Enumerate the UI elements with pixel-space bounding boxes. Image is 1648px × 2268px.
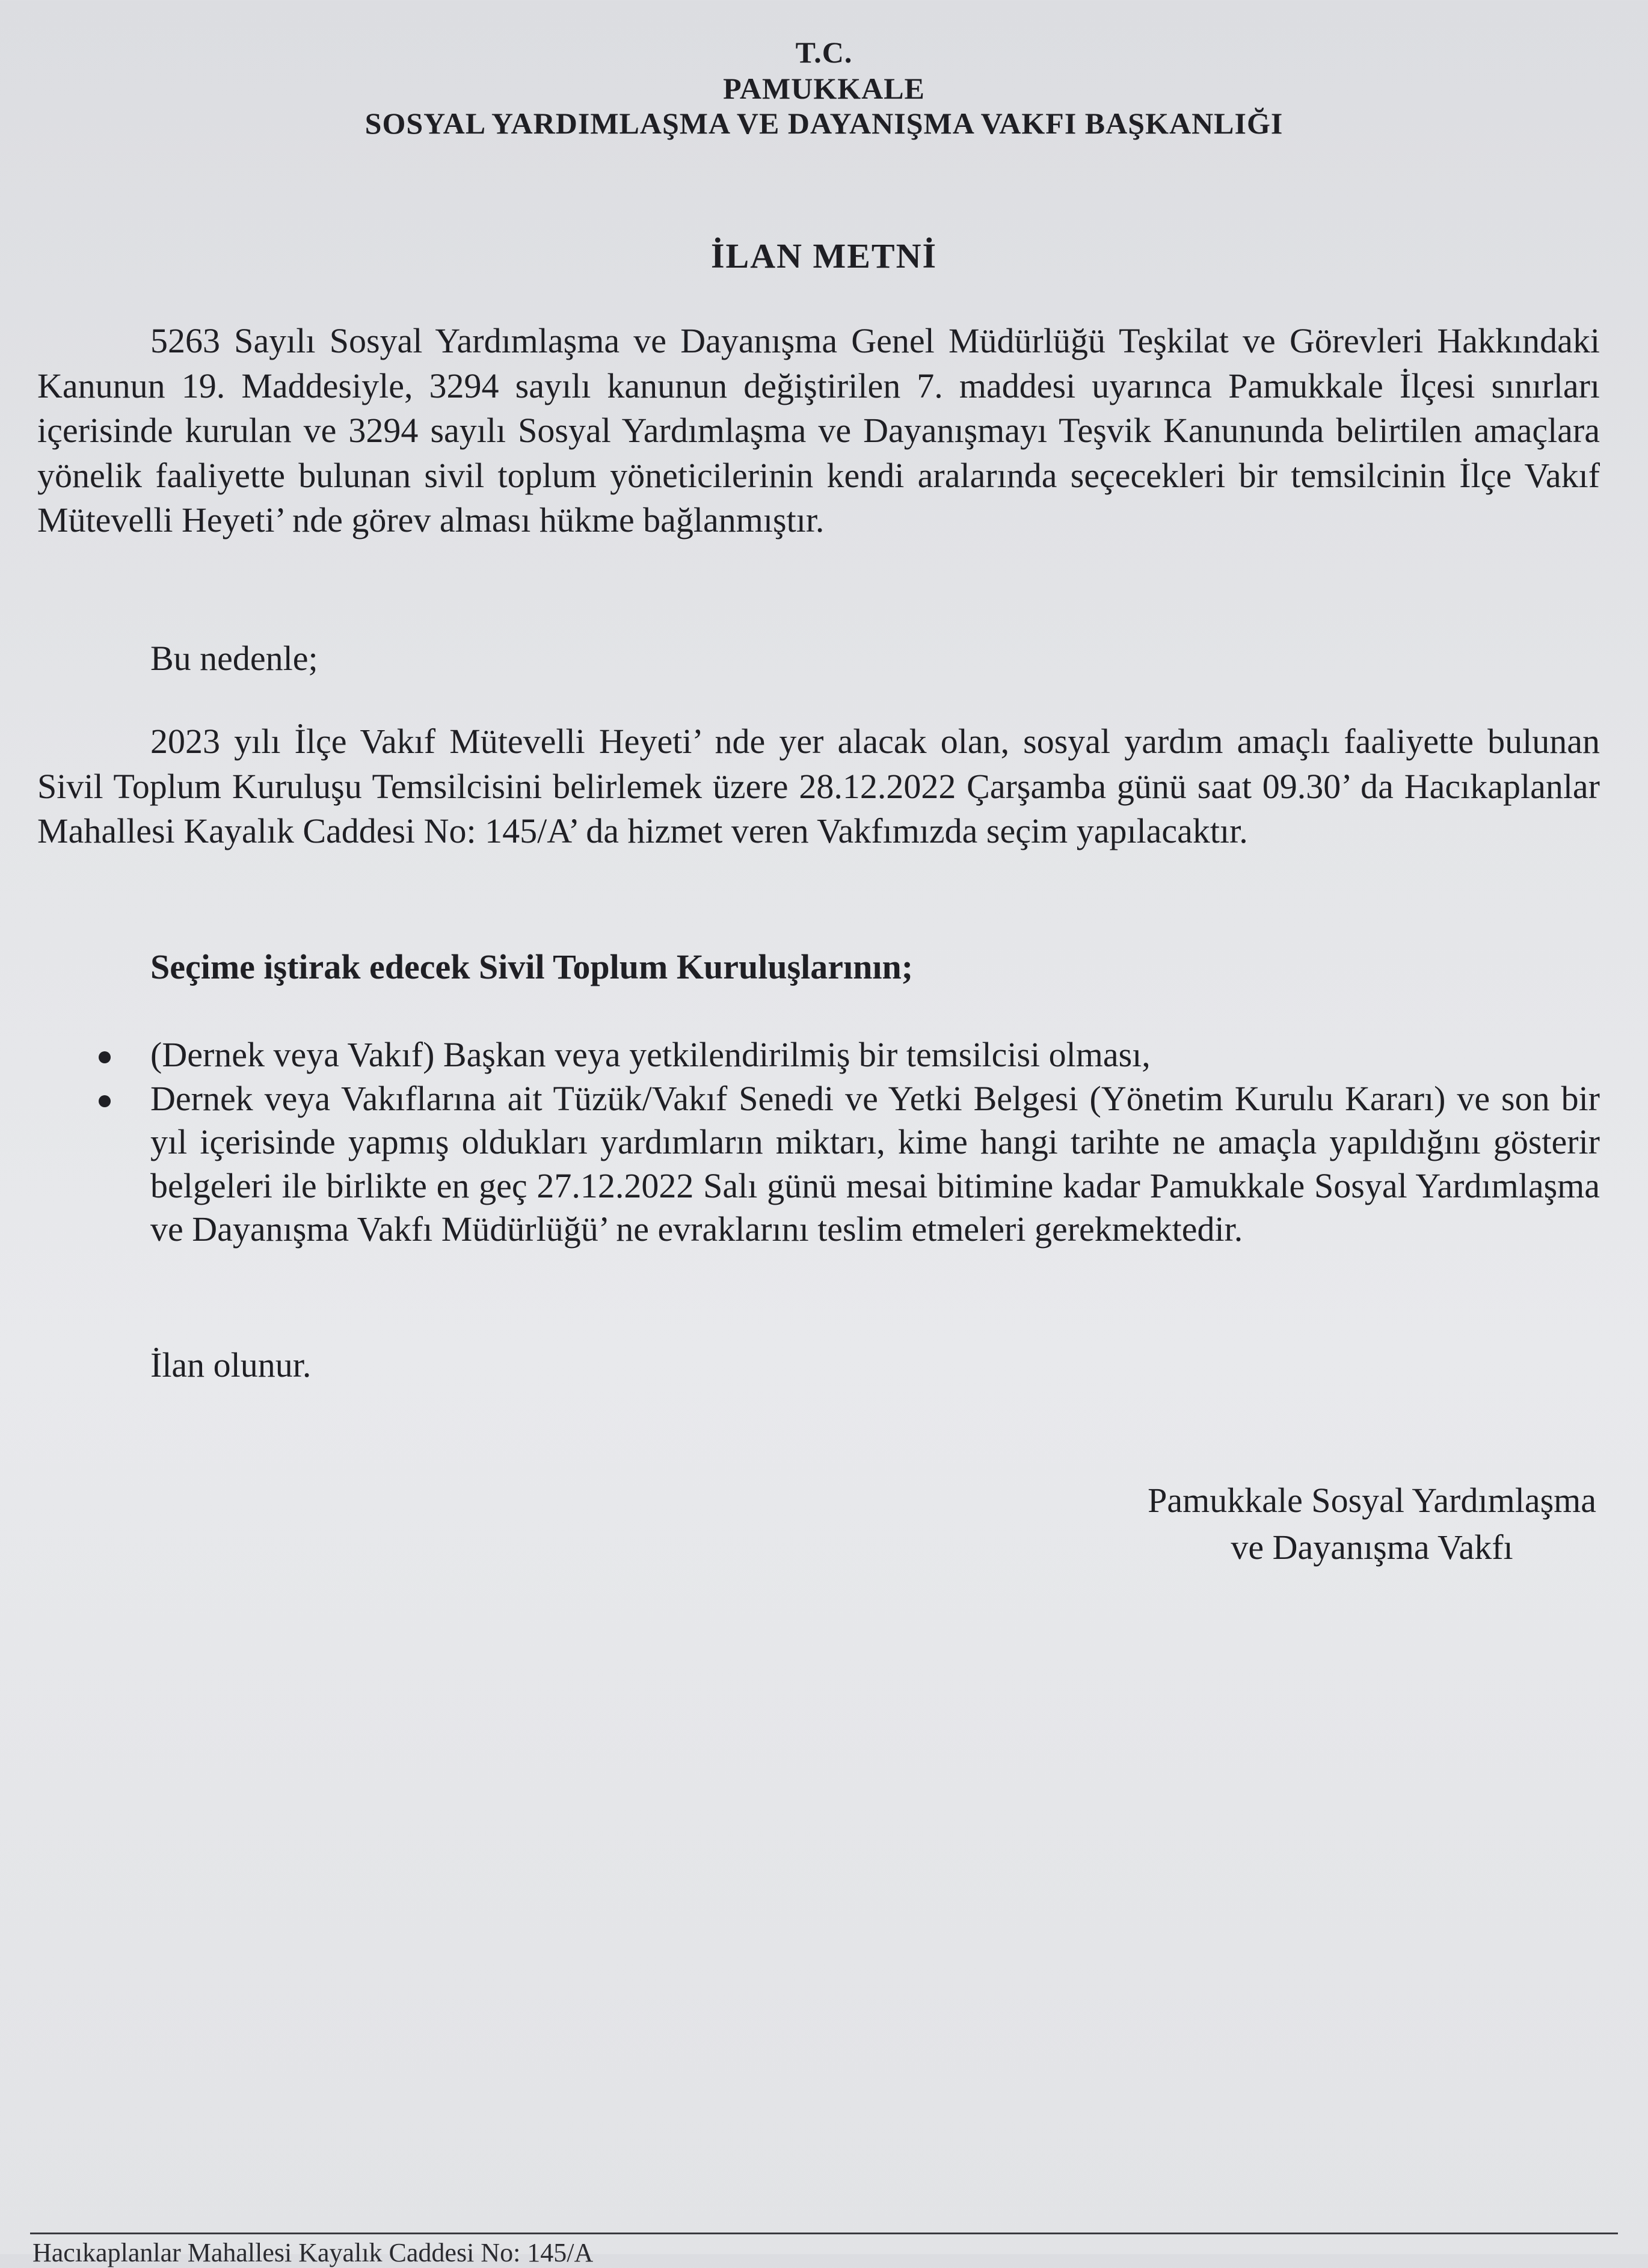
bullet-icon — [99, 1095, 111, 1107]
header-tc: T.C. — [795, 35, 853, 69]
footer-address: Hacıkaplanlar Mahallesi Kayalık Caddesi No: 145/A — [32, 2238, 594, 2267]
requirements-list — [90, 1033, 1600, 1252]
list-item — [90, 1077, 1600, 1252]
paragraph-therefore: Bu nedenle; — [150, 639, 318, 678]
requirements-heading: Seçime iştirak edecek Sivil Toplum Kuruluşlarının; — [150, 947, 914, 986]
signature-block — [1148, 1477, 1596, 1571]
list-item-text: Dernek veya Vakıflarına ait Tüzük/Vakıf Senedi ve Yetki Belgesi (Yönetim Kurulu Kararı) ve son bir yıl içerisinde yapmış oldukları yardımların miktarı, kime hangi tarihte ne amaçla yapıldığını gösterir belgeleri ile birlikte en geç 27.12.2022 Salı günü mesai bitimine kadar Pamukkale Sosyal Yardımlaşma ve Dayanışma Vakfı Müdürlüğü’ ne evraklarını teslim etmeleri gerekmektedir. — [150, 1078, 1600, 1249]
list-item — [90, 1033, 1600, 1077]
closing-statement: İlan olunur. — [150, 1345, 312, 1384]
footer-divider — [30, 2233, 1618, 2234]
signature-line-1: Pamukkale Sosyal Yardımlaşma — [1148, 1481, 1596, 1520]
bullet-icon — [99, 1051, 111, 1063]
header-department: SOSYAL YARDIMLAŞMA VE DAYANIŞMA VAKFI BAŞKANLIĞI — [364, 106, 1284, 140]
header-organization: PAMUKKALE — [723, 72, 925, 105]
paragraph-legal-basis: 5263 Sayılı Sosyal Yardımlaşma ve Dayanışma Genel Müdürlüğü Teşkilat ve Görevleri Hakkındaki Kanunun 19. Maddesiyle, 3294 sayılı kanunun değiştirilen 7. maddesi uyarınca Pamukkale İlçesi sınırları içerisinde kurulan ve 3294 sayılı Sosyal Yardımlaşma ve Dayanışmayı Teşvik Kanununda belirtilen amaçlara yönelik faaliyette bulunan sivil toplum yöneticilerinin kendi aralarında seçecekleri bir temsilcinin İlçe Vakıf Mütevelli Heyeti’ nde görev alması hükme bağlanmıştır. — [37, 321, 1600, 539]
list-item-text: (Dernek veya Vakıf) Başkan veya yetkilendirilmiş bir temsilcisi olması, — [150, 1035, 1151, 1074]
paragraph-election-notice: 2023 yılı İlçe Vakıf Mütevelli Heyeti’ nde yer alacak olan, sosyal yardım amaçlı faaliyette bulunan Sivil Toplum Kuruluşu Temsilcisini belirlemek üzere 28.12.2022 Çarşamba günü saat 09.30’ da Hacıkaplanlar Mahallesi Kayalık Caddesi No: 145/A’ da hizmet veren Vakfımızda seçim yapılacaktır. — [37, 722, 1600, 850]
signature-line-2: ve Dayanışma Vakfı — [1231, 1528, 1513, 1567]
document-title: İLAN METNİ — [710, 236, 938, 275]
